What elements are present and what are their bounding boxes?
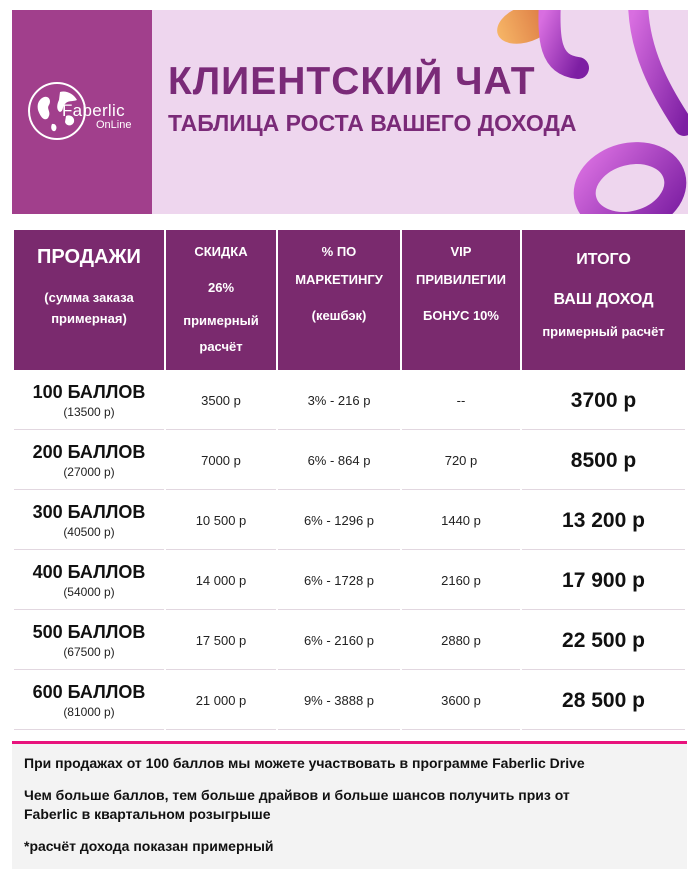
order-sum: (81000 р) [63, 705, 115, 719]
points-cell [14, 432, 164, 490]
total-value: 17 900 р [562, 568, 645, 592]
marketing-cell [278, 612, 400, 670]
discount-value: 21 000 р [195, 692, 247, 708]
table-row [14, 432, 685, 490]
marketing-value: 3% - 216 р [307, 392, 371, 408]
discount-value: 7000 р [201, 452, 241, 468]
table-row [14, 492, 685, 550]
header-vip [402, 230, 520, 370]
marketing-cell [278, 552, 400, 610]
vip-cell [402, 672, 520, 730]
header-discount-l1: СКИДКА [194, 244, 248, 259]
points-value: 400 БАЛЛОВ [32, 562, 146, 582]
total-value: 13 200 р [562, 508, 645, 532]
header-total-l2: ВАШ ДОХОД [553, 291, 654, 308]
order-sum: (40500 р) [63, 525, 115, 539]
discount-value: 10 500 р [195, 512, 247, 528]
vip-cell [402, 612, 520, 670]
discount-value: 3500 р [201, 392, 241, 408]
points-value: 100 БАЛЛОВ [32, 382, 146, 402]
logo-sub: OnLine [96, 119, 132, 131]
vip-cell [402, 432, 520, 490]
points-cell [14, 492, 164, 550]
order-sum: (13500 р) [63, 405, 115, 419]
vip-cell [402, 372, 520, 430]
discount-value: 17 500 р [195, 632, 247, 648]
income-table [12, 228, 687, 732]
order-sum: (27000 р) [63, 465, 115, 479]
vip-cell [402, 492, 520, 550]
vip-value: -- [456, 392, 466, 408]
note-disclaimer: *расчёт дохода показан примерный [24, 838, 274, 854]
header-discount-l3: примерный [183, 313, 259, 328]
vip-value: 3600 р [441, 692, 481, 708]
header-sales-sub2: примерная) [51, 311, 127, 326]
order-sum: (67500 р) [63, 645, 115, 659]
discount-cell [166, 612, 276, 670]
header-sales-sub1: (сумма заказа [44, 290, 134, 305]
vip-value: 720 р [444, 452, 478, 468]
marketing-value: 6% - 2160 р [303, 632, 375, 648]
discount-cell [166, 672, 276, 730]
marketing-cell [278, 492, 400, 550]
page-title: КЛИЕНТСКИЙ ЧАТ [168, 60, 536, 103]
table-header-row [14, 230, 685, 370]
header-sales [14, 230, 164, 370]
header-vip-l3: БОНУС 10% [423, 308, 499, 323]
marketing-cell [278, 672, 400, 730]
vip-value: 2160 р [441, 572, 481, 588]
total-cell [522, 492, 685, 550]
header-vip-l2: ПРИВИЛЕГИИ [416, 272, 506, 287]
note-drive: При продажах от 100 баллов мы можете участвовать в программе Faberlic Drive [24, 755, 585, 771]
marketing-cell [278, 432, 400, 490]
header-marketing-l1: % ПО [321, 244, 357, 259]
total-cell [522, 372, 685, 430]
marketing-value: 6% - 1728 р [303, 572, 375, 588]
total-value: 3700 р [570, 388, 637, 412]
header-total-l1: ИТОГО [576, 251, 631, 268]
vip-value: 2880 р [441, 632, 481, 648]
logo [12, 10, 152, 214]
marketing-value: 6% - 864 р [307, 452, 371, 468]
order-sum: (54000 р) [63, 585, 115, 599]
vip-value: 1440 р [441, 512, 481, 528]
logo-brand: Faberlic [62, 101, 125, 120]
header-sales-title: ПРОДАЖИ [37, 246, 141, 268]
points-value: 300 БАЛЛОВ [32, 502, 146, 522]
total-value: 8500 р [570, 448, 637, 472]
total-cell [522, 432, 685, 490]
discount-cell [166, 552, 276, 610]
total-value: 22 500 р [562, 628, 645, 652]
discount-cell [166, 432, 276, 490]
total-cell [522, 552, 685, 610]
table-row [14, 672, 685, 730]
vip-cell [402, 552, 520, 610]
table-row [14, 372, 685, 430]
header-marketing-l2: МАРКЕТИНГУ [295, 272, 383, 287]
points-value: 600 БАЛЛОВ [32, 682, 146, 702]
table-row [14, 552, 685, 610]
points-cell [14, 552, 164, 610]
header-discount [166, 230, 276, 370]
discount-cell [166, 372, 276, 430]
marketing-cell [278, 372, 400, 430]
discount-cell [166, 492, 276, 550]
header-discount-l4: расчёт [199, 339, 243, 354]
discount-value: 14 000 р [195, 572, 247, 588]
header-discount-l2: 26% [207, 280, 235, 295]
points-cell [14, 612, 164, 670]
points-cell [14, 672, 164, 730]
marketing-value: 6% - 1296 р [303, 512, 375, 528]
points-cell [14, 372, 164, 430]
header-total-l3: примерный расчёт [542, 324, 665, 339]
note-chances-2: Faberlic в квартальном розыгрыше [24, 806, 271, 822]
table-row [14, 612, 685, 670]
header-marketing [278, 230, 400, 370]
total-cell [522, 612, 685, 670]
total-value: 28 500 р [562, 688, 645, 712]
header-marketing-l3: (кешбэк) [311, 308, 367, 323]
header-total [522, 230, 685, 370]
points-value: 200 БАЛЛОВ [32, 442, 146, 462]
page-subtitle: ТАБЛИЦА РОСТА ВАШЕГО ДОХОДА [168, 110, 577, 136]
header-banner [12, 10, 688, 214]
header-vip-l1: VIP [450, 244, 472, 259]
note-chances-1: Чем больше баллов, тем больше драйвов и больше шансов получить приз от [24, 787, 570, 803]
total-cell [522, 672, 685, 730]
footer-notes [12, 741, 687, 869]
marketing-value: 9% - 3888 р [303, 692, 375, 708]
points-value: 500 БАЛЛОВ [32, 622, 146, 642]
